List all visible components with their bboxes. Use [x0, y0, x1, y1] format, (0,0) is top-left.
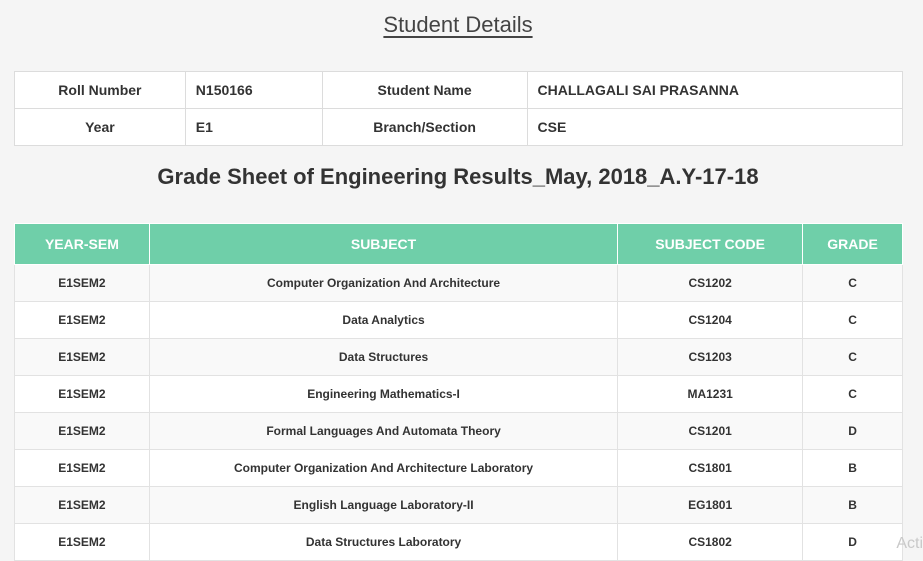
- year-sem-cell: E1SEM2: [15, 524, 150, 561]
- col-header-year-sem: YEAR-SEM: [15, 224, 150, 265]
- subject-cell: Formal Languages And Automata Theory: [149, 413, 617, 450]
- table-row: [15, 376, 903, 413]
- branch-label: Branch/Section: [322, 109, 527, 146]
- subject-cell: English Language Laboratory-II: [149, 487, 617, 524]
- page-title: Student Details: [383, 12, 533, 37]
- student-name-label: Student Name: [322, 72, 527, 109]
- student-info-table: [14, 71, 903, 146]
- subject-cell: Computer Organization And Architecture Laboratory: [149, 450, 617, 487]
- col-header-grade: GRADE: [803, 224, 903, 265]
- year-sem-cell: E1SEM2: [15, 487, 150, 524]
- roll-number-value: N150166: [185, 72, 322, 109]
- subject-cell: Data Structures: [149, 339, 617, 376]
- table-row: [15, 487, 903, 524]
- year-value: E1: [185, 109, 322, 146]
- grade-sheet-heading: Grade Sheet of Engineering Results_May, 2018_A.Y-17-18: [157, 164, 759, 189]
- branch-value: CSE: [527, 109, 903, 146]
- year-label: Year: [15, 109, 186, 146]
- subject-cell: Computer Organization And Architecture: [149, 265, 617, 302]
- grade-cell: C: [803, 376, 903, 413]
- year-sem-cell: E1SEM2: [15, 376, 150, 413]
- subject-code-cell: MA1231: [618, 376, 803, 413]
- grade-cell: C: [803, 302, 903, 339]
- col-header-subject-code: SUBJECT CODE: [618, 224, 803, 265]
- subject-code-cell: EG1801: [618, 487, 803, 524]
- grade-cell: D: [803, 413, 903, 450]
- subject-code-cell: CS1204: [618, 302, 803, 339]
- subject-code-cell: CS1203: [618, 339, 803, 376]
- grades-table: [14, 223, 903, 561]
- table-row: [15, 339, 903, 376]
- grade-cell: C: [803, 265, 903, 302]
- table-row: [15, 450, 903, 487]
- grade-cell: D: [803, 524, 903, 561]
- grades-header-row: [15, 224, 903, 265]
- table-row: [15, 302, 903, 339]
- year-sem-cell: E1SEM2: [15, 265, 150, 302]
- table-row: [15, 265, 903, 302]
- year-sem-cell: E1SEM2: [15, 413, 150, 450]
- subject-code-cell: CS1202: [618, 265, 803, 302]
- subject-code-cell: CS1201: [618, 413, 803, 450]
- student-info-row: [15, 72, 903, 109]
- year-sem-cell: E1SEM2: [15, 450, 150, 487]
- subject-code-cell: CS1801: [618, 450, 803, 487]
- grade-cell: B: [803, 450, 903, 487]
- roll-number-label: Roll Number: [15, 72, 186, 109]
- grade-cell: C: [803, 339, 903, 376]
- year-sem-cell: E1SEM2: [15, 302, 150, 339]
- year-sem-cell: E1SEM2: [15, 339, 150, 376]
- student-name-value: CHALLAGALI SAI PRASANNA: [527, 72, 903, 109]
- subject-cell: Data Structures Laboratory: [149, 524, 617, 561]
- subject-code-cell: CS1802: [618, 524, 803, 561]
- subject-cell: Engineering Mathematics-I: [149, 376, 617, 413]
- subject-cell: Data Analytics: [149, 302, 617, 339]
- grade-cell: B: [803, 487, 903, 524]
- table-row: [15, 524, 903, 561]
- student-info-row: [15, 109, 903, 146]
- activation-watermark: Acti: [896, 535, 923, 552]
- col-header-subject: SUBJECT: [149, 224, 617, 265]
- table-row: [15, 413, 903, 450]
